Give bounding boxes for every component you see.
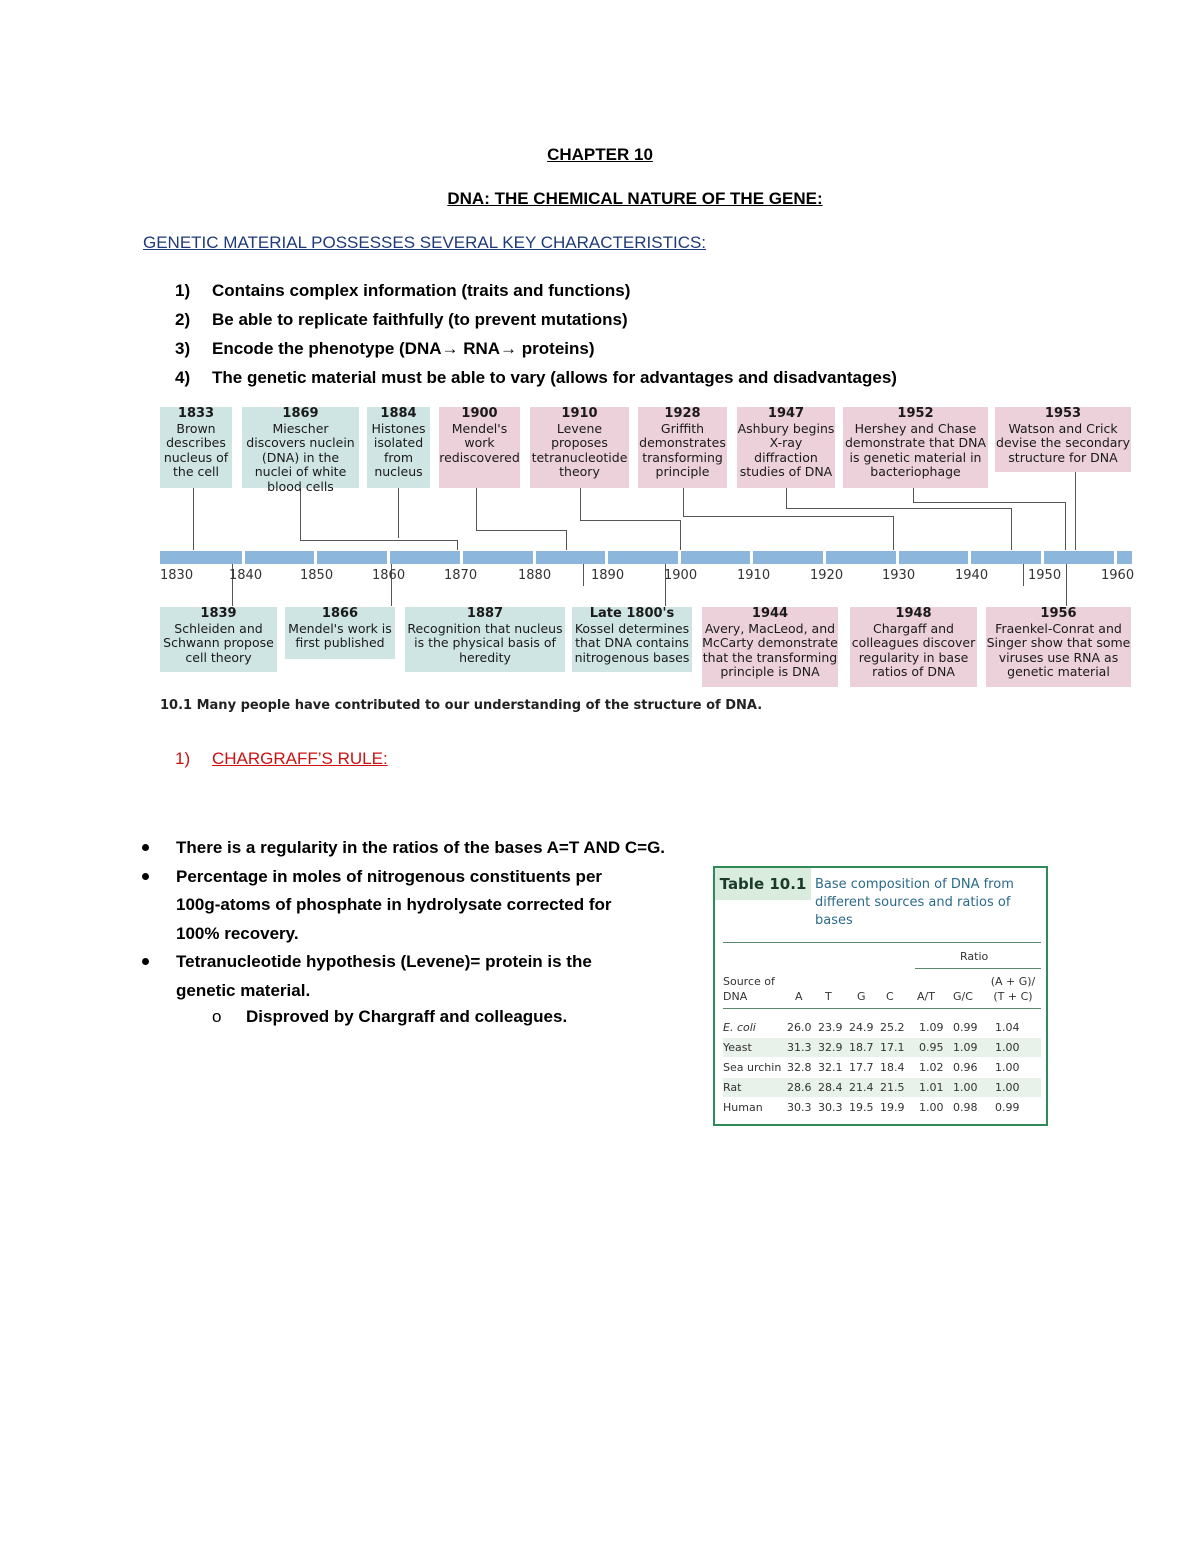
event-text: Histones isolated from nucleus bbox=[371, 420, 426, 479]
connector-line bbox=[1023, 564, 1024, 586]
axis-tick-label: 1930 bbox=[882, 568, 916, 583]
event-text: Brown describes nucleus of the cell bbox=[163, 420, 229, 479]
col-header-agtc: (A + G)/ (T + C) bbox=[990, 975, 1036, 1003]
list-item bbox=[175, 363, 897, 392]
connector-line bbox=[913, 502, 1065, 503]
cell-c: 21.5 bbox=[880, 1081, 905, 1094]
event-year: 1947 bbox=[767, 406, 805, 421]
event-text: Levene proposes tetranucleotide theory bbox=[531, 420, 628, 479]
axis-tick-label: 1920 bbox=[810, 568, 844, 583]
event-year: 1952 bbox=[897, 406, 934, 421]
cell-a: 31.3 bbox=[787, 1041, 812, 1054]
event-year: 1884 bbox=[380, 406, 417, 421]
table-rule bbox=[723, 1008, 1041, 1009]
col-header-g: G bbox=[857, 990, 866, 1003]
col-header-a: A bbox=[795, 990, 803, 1003]
timeline-event bbox=[367, 407, 430, 488]
cell-at: 0.95 bbox=[919, 1041, 944, 1054]
cell-a: 26.0 bbox=[787, 1021, 812, 1034]
event-year: 1900 bbox=[461, 406, 498, 421]
col-header-at: A/T bbox=[917, 990, 935, 1003]
event-year: 1833 bbox=[177, 406, 215, 421]
list-number: 1) bbox=[175, 281, 191, 300]
event-text: Recognition that nucleus is the physical basis of heredity bbox=[407, 620, 563, 665]
axis-divider bbox=[678, 551, 681, 564]
cell-gc: 1.00 bbox=[953, 1081, 978, 1094]
timeline-event bbox=[638, 407, 727, 488]
cell-source: Rat bbox=[723, 1081, 742, 1094]
timeline-event bbox=[702, 607, 838, 687]
axis-divider bbox=[314, 551, 317, 564]
connector-line bbox=[300, 540, 457, 541]
axis-divider bbox=[823, 551, 826, 564]
cell-at: 1.01 bbox=[919, 1081, 944, 1094]
axis-tick-label: 1910 bbox=[737, 568, 771, 583]
list-text: The genetic material must be able to vary (allows for advantages and disadvantages) bbox=[212, 368, 897, 387]
event-year: 1866 bbox=[321, 606, 359, 621]
table-rule bbox=[915, 968, 1041, 969]
cell-g: 17.7 bbox=[849, 1061, 874, 1074]
connector-line bbox=[786, 488, 787, 508]
axis-tick-label: 1850 bbox=[300, 568, 334, 583]
event-text: Mendel's work rediscovered bbox=[439, 420, 520, 465]
event-year: 1910 bbox=[561, 406, 598, 421]
bullet-icon bbox=[142, 844, 149, 851]
cell-agtc: 1.00 bbox=[995, 1081, 1020, 1094]
event-text: Hershey and Chase demonstrate that DNA is genetic material in bacteriophage bbox=[844, 420, 987, 479]
cell-gc: 0.99 bbox=[953, 1021, 978, 1034]
section-heading-chargaff bbox=[175, 749, 388, 769]
timeline-event bbox=[737, 407, 835, 488]
event-year: 1948 bbox=[895, 606, 932, 621]
cell-c: 18.4 bbox=[880, 1061, 905, 1074]
cell-a: 28.6 bbox=[787, 1081, 812, 1094]
axis-tick-label: 1840 bbox=[229, 568, 263, 583]
axis-divider bbox=[896, 551, 899, 564]
list-number: 4) bbox=[175, 368, 191, 387]
connector-line bbox=[580, 520, 680, 521]
col-header-gc: G/C bbox=[953, 990, 973, 1003]
event-text: Griffith demonstrates transforming principle bbox=[639, 420, 726, 479]
timeline-event bbox=[285, 607, 395, 659]
connector-line bbox=[457, 540, 458, 550]
axis-tick-label: 1940 bbox=[955, 568, 989, 583]
chargaff-bullet-list bbox=[140, 834, 680, 1005]
connector-line bbox=[583, 564, 584, 586]
cell-c: 25.2 bbox=[880, 1021, 905, 1034]
connector-line bbox=[1075, 472, 1076, 550]
section-number: 1) bbox=[175, 749, 191, 768]
connector-line bbox=[566, 530, 567, 550]
cell-c: 17.1 bbox=[880, 1041, 905, 1054]
sub-bullet-text: Disproved by Chargraff and colleagues. bbox=[246, 1007, 568, 1026]
axis-tick-label: 1880 bbox=[518, 568, 552, 583]
axis-divider bbox=[750, 551, 753, 564]
cell-at: 1.09 bbox=[919, 1021, 944, 1034]
axis-divider bbox=[968, 551, 971, 564]
cell-gc: 0.96 bbox=[953, 1061, 978, 1074]
chapter-subtitle: DNA: THE CHEMICAL NATURE OF THE GENE: bbox=[447, 189, 823, 208]
axis-divider bbox=[387, 551, 390, 564]
axis-divider bbox=[533, 551, 536, 564]
event-text: Watson and Crick devise the secondary structure for DNA bbox=[996, 420, 1130, 465]
cell-at: 1.00 bbox=[919, 1101, 944, 1114]
event-text: Ashbury begins X-ray diffraction studies of DNA bbox=[737, 420, 835, 479]
bullet-icon bbox=[142, 873, 149, 880]
cell-source: Sea urchin bbox=[723, 1061, 782, 1074]
bullet-text: There is a regularity in the ratios of the bases A=T AND C=G. bbox=[176, 838, 666, 857]
axis-tick-label: 1900 bbox=[664, 568, 698, 583]
event-year: 1887 bbox=[466, 606, 504, 621]
list-text: Be able to replicate faithfully (to prevent mutations) bbox=[212, 310, 628, 329]
connector-line bbox=[680, 520, 681, 550]
timeline-event bbox=[572, 607, 692, 672]
section-heading: GENETIC MATERIAL POSSESSES SEVERAL KEY CHARACTERISTICS: bbox=[143, 233, 707, 252]
axis-tick-label: 1890 bbox=[591, 568, 625, 583]
timeline-event bbox=[995, 407, 1131, 472]
table-row bbox=[723, 1038, 1041, 1057]
connector-line bbox=[476, 530, 566, 531]
connector-line bbox=[683, 488, 684, 516]
event-text: Fraenkel-Conrat and Singer show that some viruses use RNA as genetic material bbox=[986, 620, 1131, 679]
timeline-event bbox=[242, 406, 359, 494]
table-title: Base composition of DNA from different sources and ratios of bases bbox=[815, 877, 1014, 928]
col-header-t: T bbox=[825, 990, 832, 1003]
axis-divider bbox=[605, 551, 608, 564]
axis-divider bbox=[1114, 551, 1117, 564]
bullet-text: Tetranucleotide hypothesis (Levene)= protein is the genetic material. bbox=[176, 952, 592, 1000]
event-text: Chargaff and colleagues discover regularity in base ratios of DNA bbox=[851, 620, 976, 679]
connector-line bbox=[580, 488, 581, 520]
connector-line bbox=[913, 488, 914, 502]
list-item bbox=[175, 305, 897, 334]
connector-line bbox=[476, 488, 477, 530]
timeline-event bbox=[405, 607, 565, 672]
list-item bbox=[175, 334, 897, 363]
connector-line bbox=[893, 516, 894, 550]
connector-line bbox=[1066, 564, 1067, 606]
cell-agtc: 1.00 bbox=[995, 1061, 1020, 1074]
base-composition-table bbox=[713, 866, 1048, 1126]
event-year: 1956 bbox=[1040, 606, 1077, 621]
col-header-source: Source of DNA bbox=[723, 975, 775, 1003]
cell-t: 32.1 bbox=[818, 1061, 843, 1074]
event-year: 1839 bbox=[200, 606, 237, 621]
list-item bbox=[175, 276, 897, 305]
connector-line bbox=[300, 488, 301, 540]
cell-t: 28.4 bbox=[818, 1081, 843, 1094]
table-row bbox=[723, 1018, 1041, 1037]
cell-agtc: 1.04 bbox=[995, 1021, 1020, 1034]
cell-a: 30.3 bbox=[787, 1101, 812, 1114]
characteristics-list bbox=[175, 276, 897, 392]
event-year: 1953 bbox=[1044, 406, 1082, 421]
cell-g: 19.5 bbox=[849, 1101, 874, 1114]
timeline-event bbox=[160, 607, 277, 672]
event-year: 1944 bbox=[751, 606, 789, 621]
cell-c: 19.9 bbox=[880, 1101, 905, 1114]
cell-gc: 0.98 bbox=[953, 1101, 978, 1114]
timeline-event bbox=[986, 607, 1131, 687]
bullet-icon bbox=[142, 958, 149, 965]
event-text: Kossel determines that DNA contains nitrogenous bases bbox=[574, 620, 690, 665]
event-text: Mendel's work is first published bbox=[288, 620, 392, 650]
cell-t: 23.9 bbox=[818, 1021, 843, 1034]
list-number: 3) bbox=[175, 339, 191, 358]
bullet-text: Percentage in moles of nitrogenous constituents per 100g-atoms of phosphate in hydrolysate corrected for 100% recovery. bbox=[176, 866, 612, 943]
timeline-event bbox=[850, 607, 977, 687]
event-text: Avery, MacLeod, and McCarty demonstrate that the transforming principle is DNA bbox=[702, 620, 838, 679]
sub-bullet bbox=[212, 1007, 567, 1027]
cell-t: 30.3 bbox=[818, 1101, 843, 1114]
bullet-item bbox=[140, 834, 680, 863]
cell-t: 32.9 bbox=[818, 1041, 843, 1054]
bullet-item bbox=[140, 863, 646, 949]
connector-line bbox=[683, 516, 893, 517]
list-number: 2) bbox=[175, 310, 191, 329]
axis-tick-label: 1830 bbox=[160, 568, 194, 583]
timeline-event bbox=[160, 407, 232, 488]
axis-divider bbox=[242, 551, 245, 564]
col-header-c: C bbox=[886, 990, 894, 1003]
event-year: 1928 bbox=[664, 406, 701, 421]
list-text: Encode the phenotype (DNA→ RNA→ proteins) bbox=[212, 339, 595, 358]
cell-a: 32.8 bbox=[787, 1061, 812, 1074]
connector-line bbox=[786, 508, 1011, 509]
timeline-event bbox=[843, 407, 988, 488]
table-row bbox=[723, 1078, 1041, 1097]
timeline-event bbox=[439, 407, 520, 488]
axis-tick-label: 1960 bbox=[1101, 568, 1135, 583]
cell-gc: 1.09 bbox=[953, 1041, 978, 1054]
bullet-item bbox=[140, 948, 646, 1005]
sub-bullet-marker: o bbox=[212, 1007, 222, 1026]
timeline-event bbox=[530, 407, 629, 488]
section-title: CHARGRAFF’S RULE: bbox=[212, 749, 388, 768]
figure-caption: 10.1 Many people have contributed to our understanding of the structure of DNA. bbox=[160, 698, 763, 713]
cell-agtc: 1.00 bbox=[995, 1041, 1020, 1054]
axis-tick-label: 1950 bbox=[1028, 568, 1062, 583]
ratio-header: Ratio bbox=[960, 950, 989, 963]
axis-tick-label: 1860 bbox=[372, 568, 406, 583]
table-label: Table 10.1 bbox=[715, 868, 811, 900]
axis-divider bbox=[1041, 551, 1044, 564]
event-text: Miescher discovers nuclein (DNA) in the nuclei of white blood cells bbox=[246, 420, 355, 494]
chapter-title: CHAPTER 10 bbox=[547, 145, 653, 164]
event-year: 1869 bbox=[282, 406, 319, 421]
event-year: Late 1800's bbox=[589, 606, 675, 621]
connector-line bbox=[193, 488, 194, 550]
event-text: Schleiden and Schwann propose cell theory bbox=[163, 620, 274, 665]
cell-agtc: 0.99 bbox=[995, 1101, 1020, 1114]
cell-source: Yeast bbox=[723, 1041, 752, 1054]
cell-source: Human bbox=[723, 1101, 763, 1114]
axis-divider bbox=[460, 551, 463, 564]
connector-line bbox=[1065, 502, 1066, 550]
table-row bbox=[723, 1058, 1041, 1077]
connector-line bbox=[1011, 508, 1012, 550]
connector-line bbox=[398, 488, 399, 538]
cell-g: 21.4 bbox=[849, 1081, 874, 1094]
cell-g: 18.7 bbox=[849, 1041, 874, 1054]
table-rule bbox=[723, 942, 1041, 943]
timeline-axis bbox=[160, 551, 1132, 564]
cell-g: 24.9 bbox=[849, 1021, 874, 1034]
list-text: Contains complex information (traits and functions) bbox=[212, 281, 631, 300]
table-row bbox=[723, 1098, 1041, 1117]
cell-source: E. coli bbox=[723, 1021, 756, 1034]
cell-at: 1.02 bbox=[919, 1061, 944, 1074]
axis-tick-label: 1870 bbox=[444, 568, 478, 583]
